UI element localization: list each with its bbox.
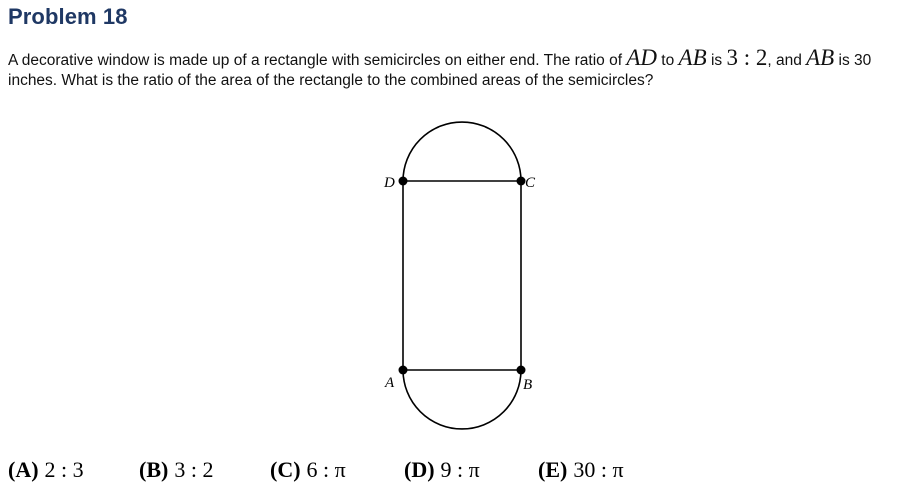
statement-and: , and	[767, 52, 807, 69]
segment-ab: AB	[678, 45, 707, 70]
choice-c-value: 6 : π	[306, 457, 346, 482]
statement-text-2: is 30 inches. What is the ratio of the area of the rectangle to the combined areas of the semicircles?	[8, 52, 872, 89]
choice-a[interactable]	[8, 457, 84, 483]
choice-d[interactable]	[404, 457, 480, 483]
choice-e-value: 30 : π	[573, 457, 624, 482]
label-d: D	[384, 175, 395, 191]
segment-ad: AD	[626, 45, 657, 70]
choice-b-value: 3 : 2	[174, 457, 214, 482]
choice-d-letter: (D)	[404, 457, 435, 482]
segment-ab-2: AB	[806, 45, 835, 70]
vertex-a	[399, 366, 408, 375]
choice-c-letter: (C)	[270, 457, 301, 482]
choice-a-value: 2 : 3	[44, 457, 84, 482]
ratio-value: 3 : 2	[726, 45, 768, 70]
choice-d-value: 9 : π	[440, 457, 480, 482]
vertex-b	[517, 366, 526, 375]
label-b: B	[523, 377, 533, 393]
top-semicircle	[403, 122, 521, 181]
label-c: C	[525, 175, 536, 191]
choice-e[interactable]	[538, 457, 624, 483]
choice-c[interactable]	[270, 457, 346, 483]
choice-b-letter: (B)	[139, 457, 169, 482]
choice-e-letter: (E)	[538, 457, 568, 482]
bottom-semicircle	[403, 370, 521, 429]
label-a: A	[385, 375, 395, 391]
choice-b[interactable]	[139, 457, 213, 483]
vertex-d	[399, 177, 408, 186]
statement-text-1: A decorative window is made up of a rectangle with semicircles on either end. The ratio of	[8, 52, 627, 69]
problem-title: Problem 18	[8, 4, 128, 29]
statement-is: is	[706, 52, 727, 69]
choice-a-letter: (A)	[8, 457, 39, 482]
statement-to: to	[656, 52, 679, 69]
